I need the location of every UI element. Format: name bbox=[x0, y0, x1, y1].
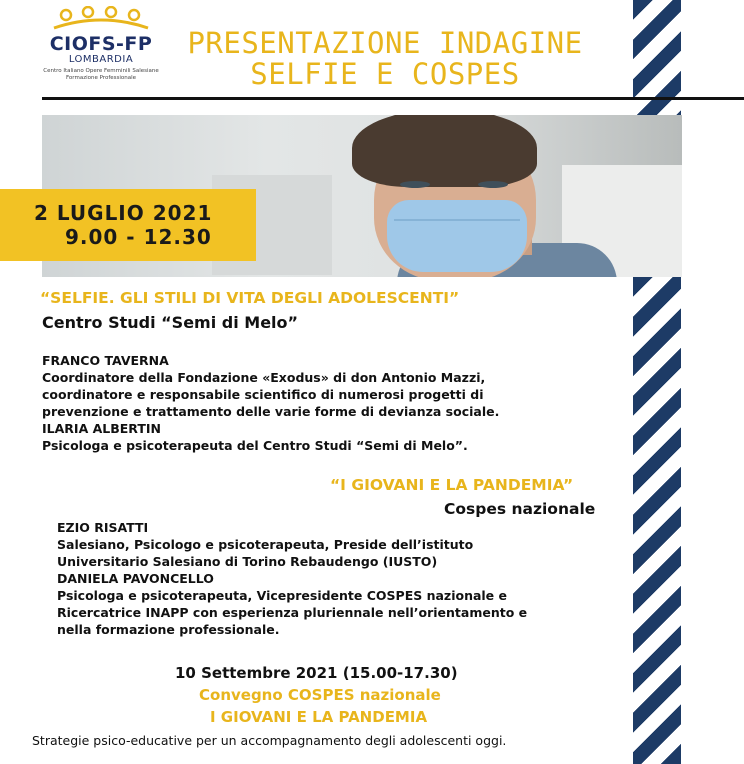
event-time: 9.00 - 12.30 bbox=[65, 225, 212, 249]
section2-subtitle: Cospes nazionale bbox=[444, 500, 596, 518]
section2-title: “I GIOVANI E LA PANDEMIA” bbox=[330, 476, 574, 494]
speaker-bio-line: Universitario Salesiano di Torino Rebaudengo (IUSTO) bbox=[57, 554, 438, 569]
speaker-name: EZIO RISATTI bbox=[57, 520, 149, 535]
event-date: 2 LUGLIO 2021 bbox=[34, 201, 213, 225]
page-title bbox=[160, 28, 610, 90]
speaker-bio-line: prevenzione e trattamento delle varie forme di devianza sociale. bbox=[42, 404, 500, 419]
logo-brand: CIOFS-FP bbox=[49, 33, 153, 55]
speaker-bio-line: Psicologa e psicoterapeuta del Centro Studi “Semi di Melo”. bbox=[42, 438, 468, 453]
crown-icon bbox=[36, 6, 166, 32]
convegno-name: Convegno COSPES nazionale bbox=[199, 686, 441, 704]
convegno-date: 10 Settembre 2021 (15.00-17.30) bbox=[175, 664, 458, 682]
speaker-bio-line: nella formazione professionale. bbox=[57, 622, 280, 637]
speaker-bio-line: Coordinatore della Fondazione «Exodus» di don Antonio Mazzi, bbox=[42, 370, 486, 385]
title-line-2: SELFIE E COSPES bbox=[250, 57, 520, 91]
speaker-name: FRANCO TAVERNA bbox=[42, 353, 169, 368]
section1-body bbox=[42, 352, 499, 454]
section1-title: “SELFIE. GLI STILI DI VITA DEGLI ADOLESCENTI” bbox=[40, 289, 460, 307]
convegno-title: I GIOVANI E LA PANDEMIA bbox=[210, 708, 428, 726]
speaker-bio-line: Psicologa e psicoterapeuta, Vicepresidente COSPES nazionale e bbox=[57, 588, 507, 603]
section1-subtitle: Centro Studi “Semi di Melo” bbox=[42, 313, 299, 332]
convegno-description: Strategie psico-educative per un accompagnamento degli adolescenti oggi. bbox=[32, 733, 507, 748]
logo-tagline-2: Formazione Professionale bbox=[65, 75, 137, 81]
ciofs-logo bbox=[36, 6, 166, 90]
title-line-1: PRESENTAZIONE INDAGINE bbox=[187, 26, 583, 60]
event-date-box bbox=[0, 189, 256, 261]
logo-region: LOMBARDIA bbox=[68, 54, 134, 65]
speaker-bio-line: Salesiano, Psicologo e psicoterapeuta, Preside dell’istituto bbox=[57, 537, 474, 552]
speaker-bio-line: Ricercatrice INAPP con esperienza pluriennale nell’orientamento e bbox=[57, 605, 528, 620]
logo-tagline-1: Centro Italiano Opere Femminili Salesiane bbox=[43, 68, 159, 74]
header-divider bbox=[42, 97, 744, 100]
speaker-bio-line: coordinatore e responsabile scientifico di numerosi progetti di bbox=[42, 387, 484, 402]
section2-body bbox=[57, 519, 527, 638]
speaker-name: DANIELA PAVONCELLO bbox=[57, 571, 214, 586]
speaker-name: ILARIA ALBERTIN bbox=[42, 421, 162, 436]
